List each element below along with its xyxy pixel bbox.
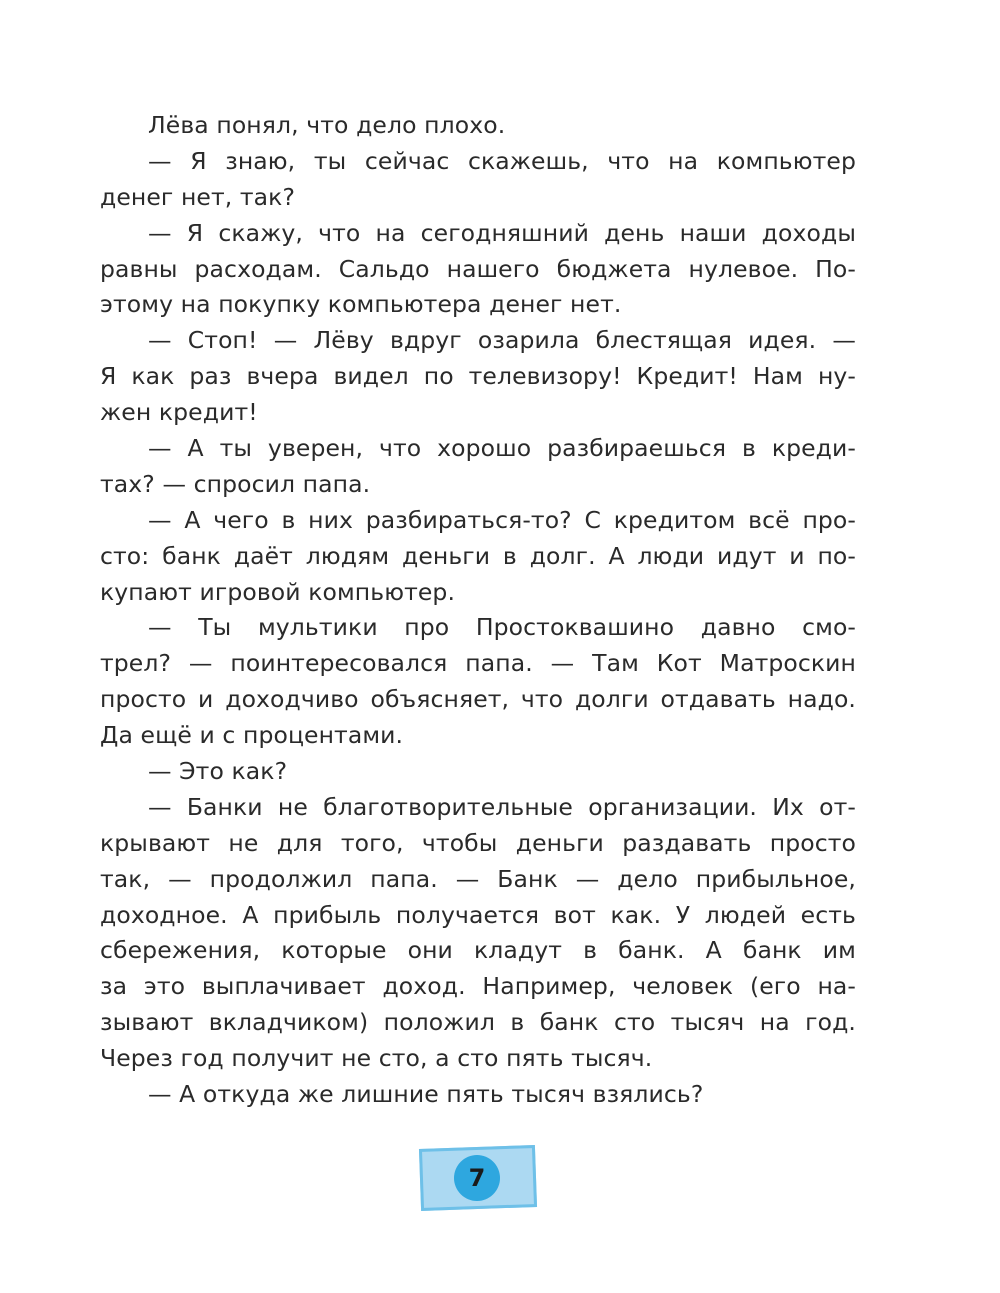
text-line: — Стоп! — Лёву вдруг озарила блестящая идея. — (148, 326, 856, 355)
paragraph (100, 1077, 856, 1113)
text-line: тах? — спросил папа. (100, 469, 371, 498)
paragraph (100, 144, 856, 216)
paragraph (100, 790, 856, 1077)
text-line: за это выплачивает доход. Например, человек (его на- (100, 972, 856, 1001)
text-line: — Банки не благотворительные организации. Их от- (148, 792, 856, 821)
text-line: — Я скажу, что на сегодняшний день наши доходы (148, 218, 856, 247)
paragraph (100, 610, 856, 754)
text-line: сто: банк даёт людям деньги в долг. А люди идут и по- (100, 541, 856, 570)
page-text (100, 108, 856, 1113)
text-line: сбережения, которые они кладут в банк. А банк им (100, 936, 856, 965)
text-line: — Я знаю, ты сейчас скажешь, что на компьютер (148, 146, 856, 175)
text-line: этому на покупку компьютера денег нет. (100, 290, 622, 319)
text-line: Через год получит не сто, а сто пять тысяч. (100, 1044, 653, 1073)
text-line: просто и доходчиво объясняет, что долги отдавать надо. (100, 685, 856, 714)
text-line: денег нет, так? (100, 182, 296, 211)
paragraph (100, 216, 856, 324)
text-line: купают игровой компьютер. (100, 577, 456, 606)
text-line: равны расходам. Сальдо нашего бюджета нулевое. По- (100, 254, 856, 283)
text-line: — А откуда же лишние пять тысяч взялись? (148, 1080, 704, 1109)
text-line: зывают вкладчиком) положил в банк сто тысяч на год. (100, 1008, 856, 1037)
text-line: — Ты мультики про Простоквашино давно смо- (148, 613, 856, 642)
text-line: Да ещё и с процентами. (100, 721, 404, 750)
text-line: так, — продолжил папа. — Банк — дело прибыльное, (100, 864, 856, 893)
paragraph (100, 108, 856, 144)
text-line: доходное. А прибыль получается вот как. У людей есть (100, 900, 856, 929)
text-line: Лёва понял, что дело плохо. (148, 111, 506, 139)
page-number: 7 (454, 1155, 500, 1201)
text-line: жен кредит! (100, 398, 258, 427)
paragraph (100, 431, 856, 503)
text-line: Я как раз вчера видел по телевизору! Кредит! Нам ну- (100, 362, 856, 391)
text-line: — А чего в них разбираться-то? С кредитом всё про- (148, 505, 856, 534)
text-line: трел? — поинтересовался папа. — Там Кот Матроскин (100, 649, 856, 678)
text-line: — А ты уверен, что хорошо разбираешься в креди- (148, 434, 856, 463)
text-line: крывают не для того, чтобы деньги раздавать просто (100, 828, 856, 857)
text-line: — Это как? (148, 757, 288, 786)
paragraph (100, 323, 856, 431)
paragraph (100, 754, 856, 790)
paragraph (100, 503, 856, 611)
